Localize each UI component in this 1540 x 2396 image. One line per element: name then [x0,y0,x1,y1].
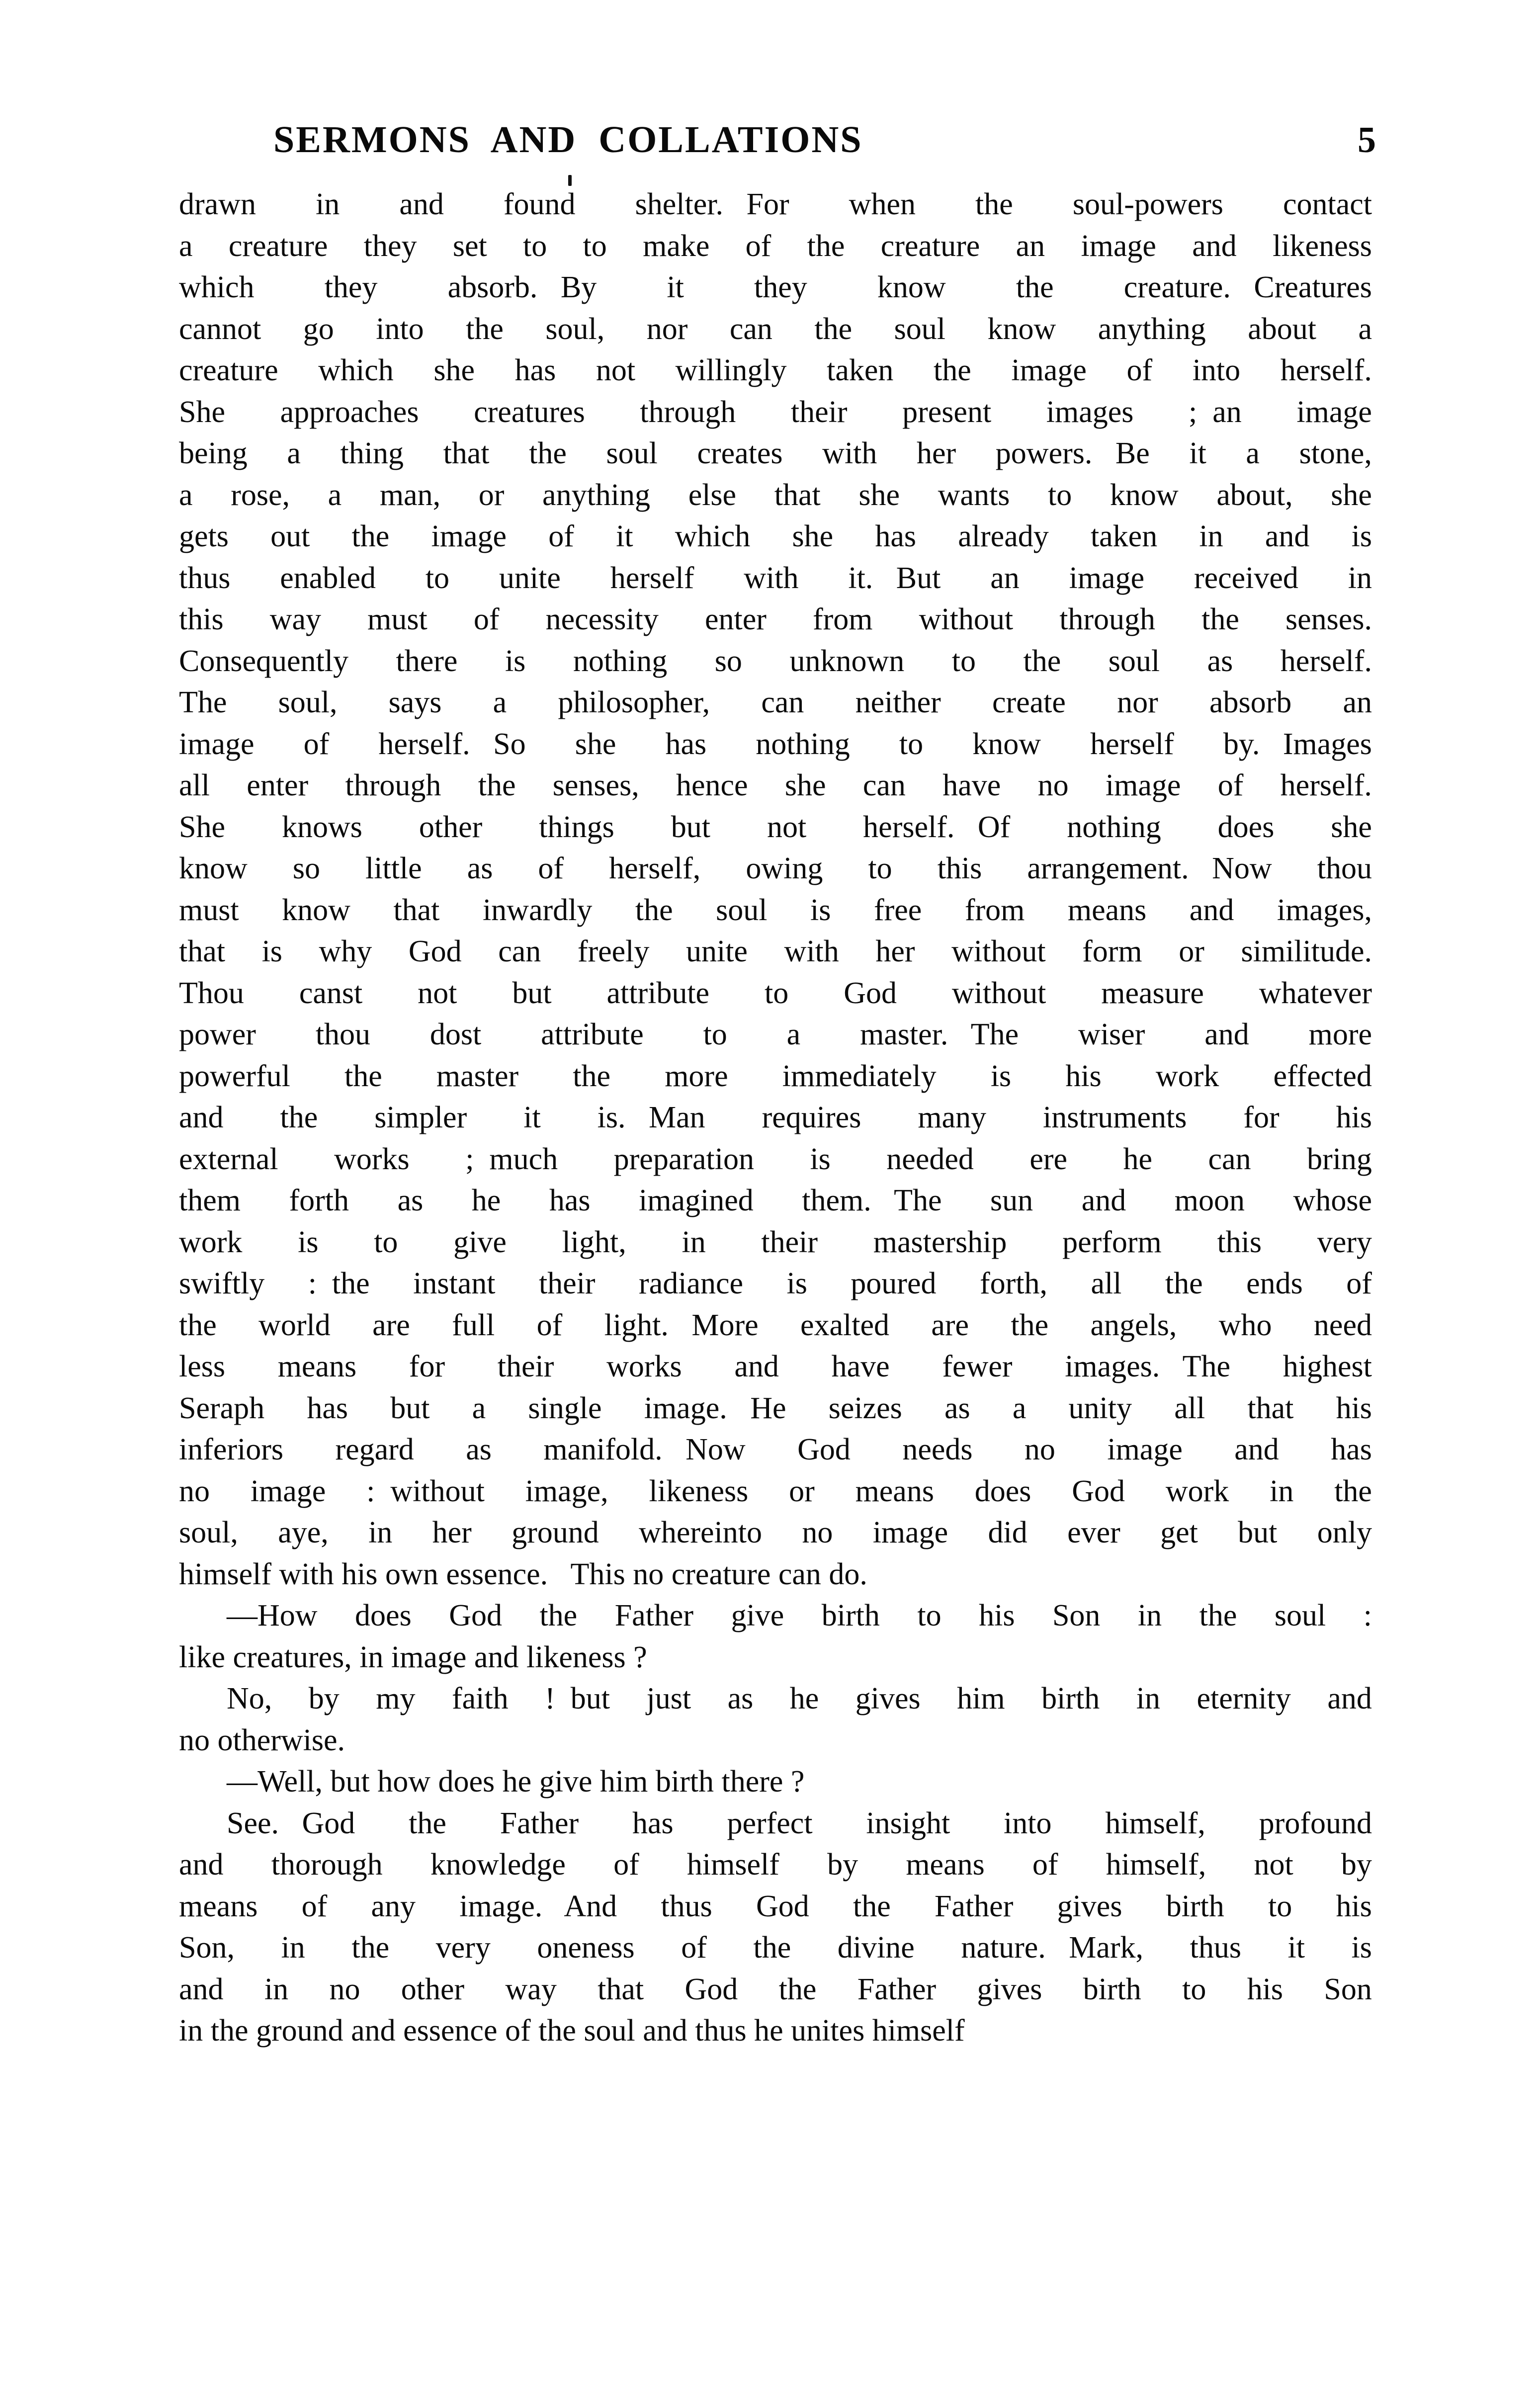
para-main [179,184,1372,1595]
text-line: drawn in and found shelter. For when the soul-powers contact [179,187,1372,221]
text-line: means of any image. And thus God the Father gives birth to his [179,1889,1372,1923]
text-line: —How does God the Father give birth to his Son in the soul : [227,1599,1372,1632]
text-line: a rose, a man, or anything else that she wants to know about, she [179,478,1372,512]
running-head [179,118,1376,178]
body-text [179,184,1372,2052]
text-line: and thorough knowledge of himself by means of himself, not by [179,1848,1372,1882]
text-line: them forth as he has imagined them. The sun and moon whose [179,1184,1372,1217]
para-answer-2 [179,1803,1372,2052]
text-line: swiftly : the instant their radiance is poured forth, all the ends of [179,1267,1372,1300]
text-line: soul, aye, in her ground whereinto no image did ever get but only [179,1516,1372,1549]
text-line: must know that inwardly the soul is free from means and images, [179,893,1372,927]
text-line: work is to give light, in their mastership perform this very [179,1225,1372,1259]
text-line: which they absorb. By it they know the creature. Creatures [179,270,1372,304]
text-line: Seraph has but a single image. He seizes as a unity all that his [179,1391,1372,1425]
text-line: and the simpler it is. Man requires many instruments for his [179,1101,1372,1134]
text-line: inferiors regard as manifold. Now God needs no image and has [179,1433,1372,1466]
text-line: gets out the image of it which she has already taken in and is [179,519,1372,553]
text-line: Son, in the very oneness of the divine nature. Mark, thus it is [179,1931,1372,1965]
text-line: power thou dost attribute to a master. The wiser and more [179,1018,1372,1051]
text-line: that is why God can freely unite with her without form or similitude. [179,935,1372,968]
text-line: a creature they set to to make of the creature an image and likeness [179,229,1372,263]
text-line: —Well, but how does he give him birth there ? [227,1765,805,1798]
text-line: no image : without image, likeness or means does God work in the [179,1474,1372,1508]
text-line: this way must of necessity enter from without through the senses. [179,602,1372,636]
text-line: being a thing that the soul creates with her powers. Be it a stone, [179,436,1372,470]
text-line: Consequently there is nothing so unknown to the soul as herself. [179,644,1372,678]
page-title: SERMONS AND COLLATIONS [273,119,863,161]
text-line: She knows other things but not herself. Of nothing does she [179,810,1372,844]
text-line: the world are full of light. More exalted are the angels, who need [179,1308,1372,1342]
para-question-2 [179,1761,1372,1803]
text-line: creature which she has not willingly taken the image of into herself. [179,353,1372,387]
text-line: powerful the master the more immediately is his work effected [179,1059,1372,1093]
text-line: all enter through the senses, hence she can have no image of herself. [179,769,1372,802]
text-line: less means for their works and have fewer images. The highest [179,1350,1372,1383]
text-line: like creatures, in image and likeness ? [179,1640,647,1674]
text-line: cannot go into the soul, nor can the soul know anything about a [179,312,1372,346]
text-line: Thou canst not but attribute to God without measure whatever [179,976,1372,1010]
para-answer-1 [179,1678,1372,1761]
text-line: No, by my faith ! but just as he gives him birth in eternity and [227,1682,1372,1715]
para-question-1 [179,1595,1372,1678]
text-line: in the ground and essence of the soul and thus he unites himself [179,2014,965,2048]
text-line: image of herself. So she has nothing to know herself by. Images [179,727,1372,761]
text-line: external works ; much preparation is needed ere he can bring [179,1142,1372,1176]
text-line: The soul, says a philosopher, can neither create nor absorb an [179,685,1372,719]
text-line: no otherwise. [179,1723,345,1757]
page-number: 5 [1358,120,1376,161]
text-line: himself with his own essence. This no creature can do. [179,1557,867,1591]
text-line: See. God the Father has perfect insight into himself, profound [227,1806,1372,1840]
text-line: She approaches creatures through their present images ; an image [179,395,1372,429]
text-line: thus enabled to unite herself with it. But an image received in [179,561,1372,595]
text-line: know so little as of herself, owing to this arrangement. Now thou [179,852,1372,885]
text-line: and in no other way that God the Father gives birth to his Son [179,1972,1372,2006]
